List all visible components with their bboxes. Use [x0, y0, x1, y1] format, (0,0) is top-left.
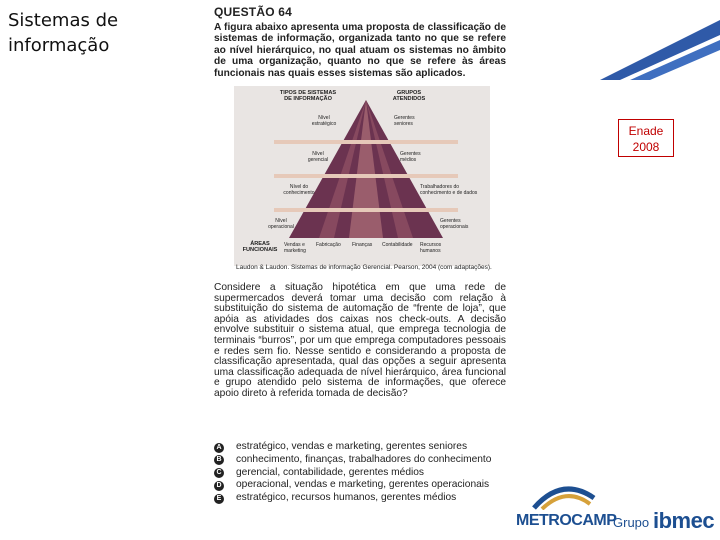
- option-d[interactable]: [214, 480, 508, 491]
- figure-area-5: Recursos humanos: [420, 242, 442, 254]
- option-c[interactable]: [214, 468, 508, 479]
- option-e-marker: E: [214, 494, 224, 504]
- option-e-text: estratégico, recursos humanos, gerentes médios: [236, 492, 457, 504]
- source-badge-line2: 2008: [632, 140, 660, 154]
- decorative-stripes: [590, 0, 720, 80]
- option-d-text: operacional, vendas e marketing, gerentes operacionais: [236, 479, 490, 491]
- figure-left-label-2: Nível gerencial: [307, 151, 329, 163]
- figure-right-label-3: Trabalhadores do conhecimento e de dados: [420, 184, 478, 196]
- figure-caption: Laudon & Laudon. Sistemas de informação Gerencial. Pearson, 2004 (com adaptações).: [236, 264, 492, 271]
- pyramid-figure: [234, 86, 490, 266]
- grupo-label: Grupo: [613, 515, 650, 530]
- answer-options: [214, 442, 508, 506]
- option-c-text: gerencial, contabilidade, gerentes médios: [236, 466, 425, 478]
- figure-head-left: TIPOS DE SISTEMAS DE INFORMAÇÃO: [279, 90, 337, 102]
- option-e[interactable]: [214, 493, 508, 504]
- pyramid-graphic: [234, 86, 490, 266]
- metrocamp-logo: METROCAMP: [516, 512, 617, 529]
- option-b[interactable]: [214, 455, 508, 466]
- source-badge: [618, 119, 674, 157]
- option-d-marker: D: [214, 481, 224, 491]
- ibmec-logo: ibmec: [653, 508, 715, 533]
- figure-area-2: Fabricação: [316, 242, 341, 248]
- figure-area-4: Contabilidade: [382, 242, 413, 248]
- figure-area-1: Vendas e marketing: [284, 242, 306, 254]
- figure-left-label-1: Nível estratégico: [311, 115, 337, 127]
- figure-right-label-1: Gerentes seniores: [394, 115, 415, 127]
- question-intro: A figura abaixo apresenta uma proposta de classificação de sistemas de informação, organizada tanto no que se refere ao nível hierárquico, no qual atuam os sistemas no âmbito de uma organização, quanto no que se refere às áreas funcionais nas quais esses sistemas são aplicados.: [214, 22, 506, 79]
- option-a-marker: A: [214, 443, 224, 453]
- option-a[interactable]: [214, 442, 508, 453]
- option-b-marker: B: [214, 455, 224, 465]
- exam-question-page: [210, 0, 510, 540]
- option-c-marker: C: [214, 468, 224, 478]
- figure-head-right: GRUPOS ATENDIDOS: [392, 90, 426, 102]
- footer-logos: [512, 478, 720, 540]
- figure-left-label-4: Nível operacional: [268, 218, 294, 230]
- question-title: QUESTÃO 64: [214, 5, 293, 19]
- figure-right-label-4: Gerentes operacionais: [440, 218, 469, 230]
- source-badge-line1: Enade: [628, 124, 664, 138]
- option-a-text: estratégico, vendas e marketing, gerentes seniores: [236, 441, 468, 452]
- metrocamp-swoosh-icon: [532, 480, 596, 510]
- figure-right-label-2: Gerentes médios: [400, 151, 421, 163]
- option-b-text: conhecimento, finanças, trabalhadores do conhecimento: [236, 453, 492, 465]
- figure-left-label-3: Nível do conhecimento: [283, 184, 315, 196]
- question-scenario: Considere a situação hipotética em que uma rede de supermercados deverá tomar uma decisão com relação à substituição do sistema de automação de “frente de loja”, que apóia as atividades dos caixas nos check-outs. A decisão envolve substituir o sistema atual, que emprega tecnologia de terminais “burros”, por um que emprega computadores pessoais e redes sem fio. Nesse sentido e considerando a proposta de classificação apresentada, qual das opções a seguir apresenta uma classificação adequada de nível hierárquico, área funcional e grupo atendido pelo sistema de informações, que oferece apoio direto à referida tomada de decisão?: [214, 282, 506, 399]
- figure-areas-label: ÁREAS FUNCIONAIS: [242, 241, 278, 253]
- slide-side-title: Sistemas de informação: [8, 10, 119, 56]
- figure-area-3: Finanças: [352, 242, 373, 248]
